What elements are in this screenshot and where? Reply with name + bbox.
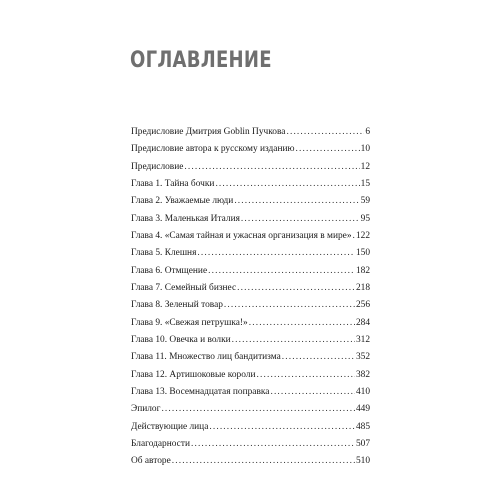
page-title: ОГЛАВЛЕНИЕ: [130, 48, 272, 73]
toc-entry-title: Глава 7. Семейный бизнес: [131, 282, 237, 293]
dot-leader: [184, 159, 359, 176]
dot-leader: [270, 384, 354, 401]
toc-entry: [131, 159, 370, 176]
dot-leader: [172, 453, 355, 470]
dot-leader: [241, 211, 360, 228]
dot-leader: [197, 245, 355, 262]
toc-entry: [131, 141, 370, 158]
dot-leader: [249, 315, 355, 332]
toc-entry-title: Глава 6. Отмщение: [131, 265, 208, 276]
toc-entry-page-number: 312: [355, 334, 370, 345]
toc-entry: [131, 228, 370, 245]
dot-leader: [234, 193, 359, 210]
toc-entry-title: Глава 9. «Свежая петрушка!»: [131, 317, 248, 328]
toc-entry-page-number: 410: [355, 386, 370, 397]
toc-entry-title: Предисловие автора к русскому изданию: [131, 144, 295, 155]
toc-entry: [131, 193, 370, 210]
toc-entry: [131, 384, 370, 401]
toc-entry-title: Предисловие: [131, 161, 184, 172]
toc-entry: [131, 315, 370, 332]
toc-entry: [131, 297, 370, 314]
toc-entry-title: Эпилог: [131, 404, 161, 415]
dot-leader: [296, 141, 360, 158]
dot-leader: [215, 176, 359, 193]
toc-entry-page-number: 95: [360, 213, 370, 224]
toc-entry-page-number: 382: [355, 369, 370, 380]
toc-entry-title: Глава 13. Восемнадцатая поправка: [131, 386, 270, 397]
toc-entry-page-number: 352: [355, 352, 370, 363]
toc-entry: [131, 263, 370, 280]
toc-entry-title: Действующие лица: [131, 421, 209, 432]
dot-leader: [257, 367, 355, 384]
toc-entry-title: Благодарности: [131, 438, 190, 449]
toc-entry: [131, 280, 370, 297]
toc-entry: [131, 453, 370, 470]
toc-entry-page-number: 256: [355, 300, 370, 311]
toc-entry-page-number: 150: [355, 248, 370, 259]
toc-entry-page-number: 449: [355, 404, 370, 415]
toc-entry-page-number: 507: [355, 438, 370, 449]
dot-leader: [232, 332, 355, 349]
toc-entry-title: Глава 1. Тайна бочки: [131, 178, 215, 189]
table-of-contents: [131, 124, 370, 471]
toc-entry-page-number: 284: [355, 317, 370, 328]
toc-entry-title: Глава 3. Маленькая Италия: [131, 213, 240, 224]
toc-entry-page-number: 6: [365, 127, 370, 137]
toc-entry-page-number: 510: [355, 456, 370, 467]
toc-entry-page-number: 218: [355, 282, 370, 293]
toc-entry: [131, 436, 370, 453]
toc-entry-page-number: 182: [355, 265, 370, 276]
dot-leader: [224, 297, 355, 314]
toc-entry-title: Глава 5. Клешня: [131, 248, 197, 259]
toc-entry: [131, 245, 370, 262]
toc-entry-title: Глава 10. Овечка и волки: [131, 334, 231, 345]
toc-entry-title: Предисловие Дмитрия Goblin Пучкова: [131, 127, 286, 137]
toc-entry: [131, 124, 370, 141]
toc-entry: [131, 332, 370, 349]
toc-entry-page-number: 15: [360, 178, 370, 189]
dot-leader: [209, 419, 355, 436]
toc-entry: [131, 401, 370, 418]
dot-leader: [286, 124, 364, 141]
toc-entry-title: Глава 12. Артишоковые короли: [131, 369, 256, 380]
toc-entry-page-number: 10: [360, 144, 370, 155]
toc-entry-page-number: 12: [360, 161, 370, 172]
toc-entry: [131, 349, 370, 366]
dot-leader: [191, 436, 355, 453]
toc-entry-title: Глава 8. Зеленый товар: [131, 300, 223, 311]
toc-entry-title: Об авторе: [131, 456, 171, 467]
toc-entry-title: Глава 4. «Самая тайная и ужасная организация в мире»: [131, 230, 352, 241]
dot-leader: [161, 401, 355, 418]
toc-entry-page-number: 122: [355, 230, 370, 241]
toc-entry: [131, 367, 370, 384]
toc-entry-page-number: 485: [355, 421, 370, 432]
dot-leader: [282, 349, 355, 366]
toc-entry-title: Глава 2. Уважаемые люди: [131, 196, 234, 207]
dot-leader: [208, 263, 355, 280]
toc-entry: [131, 176, 370, 193]
dot-leader: [237, 280, 355, 297]
toc-entry-page-number: 59: [360, 196, 370, 207]
dot-leader: [353, 228, 355, 245]
toc-entry-title: Глава 11. Множество лиц бандитизма: [131, 352, 281, 363]
toc-entry: [131, 419, 370, 436]
toc-entry: [131, 211, 370, 228]
